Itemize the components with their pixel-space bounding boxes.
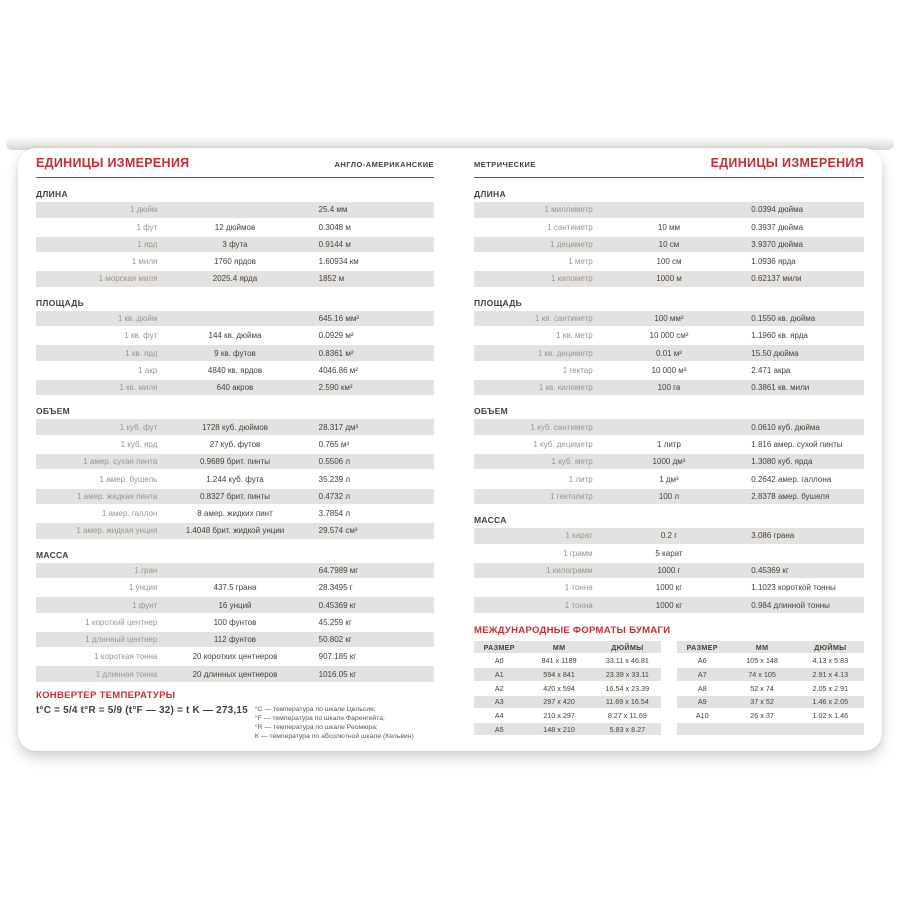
table-row (36, 437, 434, 453)
unit-name: 1 фут (136, 222, 158, 232)
converted-value: 3.7854 л (318, 509, 350, 519)
unit-equivalent: 16 унций (218, 600, 252, 610)
paper-mm: 594 x 841 (543, 669, 575, 679)
unit-equivalent: 1000 г (657, 565, 681, 575)
temperature-heading: КОНВЕРТЕР ТЕМПЕРАТУРЫ (36, 689, 176, 701)
unit-name: 1 короткий центнер (85, 617, 158, 627)
converted-value: 2.471 акра (751, 365, 791, 375)
unit-section (474, 299, 864, 396)
converted-value: 28.317 дм³ (318, 422, 359, 432)
unit-equivalent: 0.9689 брит. пинты (199, 457, 270, 467)
converted-value: 0.984 длинной тонны (751, 600, 830, 610)
page-subtitle: АНГЛО-АМЕРИКАНСКИЕ (334, 160, 434, 169)
converted-value: 0.765 м³ (318, 439, 350, 449)
table-row (474, 563, 864, 579)
paper-inches: 8.27 x 11.69 (607, 710, 647, 720)
unit-section (474, 516, 864, 613)
planner-spread (18, 148, 882, 751)
unit-name: 1 короткая тонна (94, 652, 158, 662)
paper-size: A0 (494, 656, 504, 666)
paper-size: A4 (494, 710, 504, 720)
table-row (474, 419, 864, 435)
table-row (36, 271, 434, 287)
converted-value: 35.239 л (318, 474, 350, 484)
unit-name: 1 гран (134, 565, 158, 575)
unit-equivalent: 100 см (656, 257, 682, 267)
note-line: °C — температура по шкале Цельсия; (254, 705, 376, 713)
converted-value: 0.0929 м² (318, 331, 354, 341)
unit-equivalent: 437.5 грана (213, 583, 257, 593)
unit-name: 1 кв. дюйм (117, 313, 158, 323)
converted-value: 25.4 мм (318, 205, 348, 215)
paper-row (474, 723, 661, 736)
paper-table-a0-a5 (474, 641, 661, 737)
converted-value: 0.45369 кг (751, 565, 789, 575)
unit-equivalent: 1000 кг (655, 583, 683, 593)
paper-size: A10 (695, 710, 709, 720)
column-header-mm: ММ (755, 642, 769, 652)
unit-equivalent: 1 дм³ (659, 474, 679, 484)
unit-equivalent: 10 см (658, 239, 680, 249)
unit-name: 1 куб. метр (551, 457, 593, 467)
paper-row (677, 723, 864, 736)
unit-name: 1 кв. километр (538, 383, 593, 393)
right-page (450, 148, 882, 751)
table-row (36, 632, 434, 648)
left-page-header (36, 154, 434, 178)
converted-value: 29.574 см³ (318, 526, 358, 536)
unit-name: 1 кв. дециметр (537, 348, 593, 358)
paper-header-row (677, 641, 864, 654)
section-heading: МАССА (36, 549, 69, 560)
converted-value: 45.259 кг (318, 617, 352, 627)
unit-equivalent: 100 мм² (654, 313, 684, 323)
unit-name: 1 морская миля (98, 274, 158, 284)
column-header-size: РАЗМЕР (686, 642, 718, 652)
unit-equivalent: 1728 куб. дюймов (201, 422, 269, 432)
table-row (36, 202, 434, 218)
paper-formats (474, 625, 864, 737)
paper-mm: 420 x 594 (543, 683, 575, 693)
unit-name: 1 кв. сантиметр (535, 313, 593, 323)
paper-size: A7 (697, 669, 707, 679)
paper-inches: 4.13 x 5.83 (812, 656, 849, 666)
converted-value: 0.3048 м (318, 222, 351, 232)
converted-value: 28.3495 г (318, 583, 353, 593)
table-row (36, 311, 434, 327)
unit-name: 1 кв. миля (119, 383, 158, 393)
unit-name: 1 длинная тонна (95, 669, 158, 679)
table-row (474, 528, 864, 544)
converted-value: 0.9144 м (318, 239, 351, 249)
table-row (36, 666, 434, 682)
converted-value: 645.16 мм² (318, 313, 359, 323)
section-heading: ПЛОЩАДЬ (36, 297, 85, 308)
note-line: К — температура по абсолютной шкале (Кельвин) (254, 733, 414, 741)
unit-section (36, 407, 434, 538)
unit-equivalent: 10 000 см² (649, 331, 689, 341)
unit-name: 1 дециметр (550, 239, 593, 249)
paper-inches: 2.91 x 4.13 (812, 669, 849, 679)
converted-value: 3.086 грана (751, 531, 795, 541)
unit-equivalent: 1760 ярдов (213, 257, 256, 267)
unit-name: 1 амер. бушель (99, 474, 158, 484)
paper-inches: 11.69 x 16.54 (605, 697, 649, 707)
converted-value: 1.1960 кв. ярда (751, 331, 808, 341)
paper-row (474, 682, 661, 695)
converted-value: 0.0610 куб. дюйма (751, 422, 820, 432)
unit-section (36, 551, 434, 682)
table-row (474, 311, 864, 327)
unit-name: 1 куб. сантиметр (530, 422, 593, 432)
table-row (474, 454, 864, 470)
paper-mm: 52 x 74 (750, 683, 774, 693)
paper-formats-heading: МЕЖДУНАРОДНЫЕ ФОРМАТЫ БУМАГИ (474, 624, 671, 636)
paper-inches: 33.11 x 46.81 (605, 656, 649, 666)
paper-mm: 297 x 420 (543, 697, 575, 707)
unit-sections-left (36, 190, 434, 682)
paper-size: A5 (494, 724, 504, 734)
table-row (36, 523, 434, 539)
note-line: °F — температура по шкале Фаренгейта; (254, 715, 385, 723)
temperature-formula: t°C = 5/4 t°R = 5/9 (t°F — 32) = t K — 273,15 (36, 704, 248, 716)
section-heading: ДЛИНА (36, 189, 68, 199)
table-row (36, 328, 434, 344)
converted-value: 0.45369 кг (318, 600, 357, 610)
unit-sections-right (474, 190, 864, 613)
table-row (474, 363, 864, 379)
converted-value: 0.0394 дюйма (751, 205, 804, 215)
table-row (36, 615, 434, 631)
unit-name: 1 миллиметр (544, 205, 593, 215)
converted-value: 1.60934 км (318, 257, 359, 267)
unit-equivalent: 1 литр (657, 439, 681, 449)
unit-equivalent: 0.2 г (660, 531, 678, 541)
unit-name: 1 дюйм (130, 205, 158, 215)
column-header-inches: ДЮЙМЫ (611, 642, 644, 652)
section-heading: ПЛОЩАДЬ (474, 297, 523, 308)
unit-name: 1 тонна (564, 583, 593, 593)
unit-name: 1 акр (138, 365, 158, 375)
paper-size: A2 (494, 683, 504, 693)
table-row (474, 380, 864, 396)
paper-size: A8 (697, 683, 707, 693)
paper-size: A9 (697, 697, 707, 707)
table-row (36, 471, 434, 487)
unit-name: 1 амер. сухая пинта (83, 457, 158, 467)
unit-name: 1 куб. ярд (120, 439, 158, 449)
paper-row (677, 668, 864, 681)
paper-mm: 210 x 297 (543, 710, 575, 720)
unit-equivalent: 20 коротких центнеров (192, 652, 278, 662)
paper-mm: 37 x 52 (750, 697, 774, 707)
table-row (36, 506, 434, 522)
converted-value: 1852 м (318, 274, 345, 284)
table-row (474, 437, 864, 453)
table-row (36, 580, 434, 596)
unit-section (36, 299, 434, 396)
table-row (474, 597, 864, 613)
unit-name: 1 кв. фут (124, 331, 158, 341)
table-row (36, 363, 434, 379)
unit-equivalent: 20 длинных центнеров (192, 669, 278, 679)
unit-equivalent: 100 фунтов (213, 617, 257, 627)
paper-row (677, 682, 864, 695)
paper-row (677, 709, 864, 722)
temperature-notes (255, 705, 434, 742)
unit-section (474, 407, 864, 504)
paper-row (474, 709, 661, 722)
paper-size: A1 (494, 669, 504, 679)
converted-value: 2.590 км² (318, 383, 353, 393)
table-row (36, 219, 434, 235)
paper-mm: 105 x 148 (746, 656, 778, 666)
unit-name: 1 амер. жидкая пинта (76, 491, 158, 501)
paper-mm: 74 x 105 (748, 669, 776, 679)
note-line: °R — температура по шкале Реомюра; (254, 724, 378, 732)
paper-row (474, 668, 661, 681)
unit-equivalent: 3 фута (222, 239, 248, 249)
table-row (36, 563, 434, 579)
unit-equivalent: 100 га (657, 383, 681, 393)
unit-equivalent: 100 л (658, 491, 680, 501)
table-row (474, 271, 864, 287)
paper-mm: 26 x 37 (750, 710, 774, 720)
paper-row (677, 654, 864, 667)
unit-equivalent: 10 мм (657, 222, 681, 232)
paper-row (474, 654, 661, 667)
unit-equivalent: 9 кв. футов (214, 348, 256, 358)
converted-value: 907.185 кг (318, 652, 357, 662)
unit-equivalent: 1000 м (656, 274, 682, 284)
paper-mm: 841 x 1189 (541, 656, 577, 666)
table-row (36, 345, 434, 361)
paper-header-row (474, 641, 661, 654)
unit-name: 1 грамм (563, 548, 593, 558)
converted-value: 0.5506 л (318, 457, 350, 467)
converted-value: 1.0936 ярда (751, 257, 796, 267)
right-page-header (474, 154, 864, 178)
section-heading: ДЛИНА (474, 189, 506, 199)
converted-value: 1.816 амер. сухой пинты (751, 439, 843, 449)
paper-inches: 1.02 x 1.46 (812, 710, 849, 720)
table-row (474, 545, 864, 561)
table-row (474, 202, 864, 218)
column-header-size: РАЗМЕР (483, 642, 515, 652)
converted-value: 0.62137 мили (751, 274, 802, 284)
temperature-converter (36, 690, 434, 742)
table-row (474, 580, 864, 596)
converted-value: 4046.86 м² (318, 365, 358, 375)
section-heading: ОБЪЕМ (474, 406, 509, 417)
table-row (36, 489, 434, 505)
table-row (36, 597, 434, 613)
unit-name: 1 куб. дециметр (533, 439, 593, 449)
unit-name: 1 гектар (562, 365, 593, 375)
unit-name: 1 фунт (132, 600, 158, 610)
unit-name: 1 карат (565, 531, 593, 541)
paper-inches: 5.83 x 8.27 (609, 724, 646, 734)
unit-equivalent: 144 кв. дюйма (208, 331, 262, 341)
unit-equivalent: 4840 кв. ярдов (207, 365, 263, 375)
unit-name: 1 кв. ярд (125, 348, 158, 358)
paper-size: A3 (494, 697, 504, 707)
column-header-mm: ММ (552, 642, 566, 652)
page-title: ЕДИНИЦЫ ИЗМЕРЕНИЯ (710, 156, 864, 170)
table-row (474, 471, 864, 487)
unit-name: 1 куб. фут (119, 422, 158, 432)
table-row (474, 489, 864, 505)
converted-value: 0.3861 кв. мили (751, 383, 810, 393)
section-heading: ОБЪЕМ (36, 406, 71, 417)
temperature-body (36, 705, 434, 742)
paper-inches: 16.54 x 23.39 (605, 683, 650, 693)
unit-section (36, 190, 434, 287)
unit-name: 1 литр (568, 474, 593, 484)
unit-name: 1 сантиметр (547, 222, 593, 232)
converted-value: 0.1550 кв. дюйма (751, 313, 816, 323)
paper-inches: 2.05 x 2.91 (812, 683, 849, 693)
converted-value: 2.8378 амер. бушеля (751, 491, 830, 501)
converted-value: 0.8361 м² (318, 348, 354, 358)
converted-value: 1.1023 короткой тонны (751, 583, 836, 593)
paper-tables (474, 641, 864, 737)
unit-equivalent: 12 дюймов (214, 222, 256, 232)
unit-name: 1 миля (131, 257, 158, 267)
table-row (474, 237, 864, 253)
unit-equivalent: 8 амер. жидких пинт (197, 509, 273, 519)
unit-name: 1 метр (568, 257, 593, 267)
unit-name: 1 гектолитр (550, 491, 593, 501)
converted-value: 0.2642 амер. галлона (751, 474, 832, 484)
unit-name: 1 килограмм (546, 565, 593, 575)
converted-value: 0.4732 л (318, 491, 350, 501)
table-row (474, 328, 864, 344)
paper-table-a6-a10 (677, 641, 864, 737)
paper-mm: 148 x 210 (543, 724, 575, 734)
unit-equivalent: 10 000 м² (651, 365, 687, 375)
converted-value: 1016.05 кг (318, 669, 357, 679)
table-row (36, 419, 434, 435)
page-title: ЕДИНИЦЫ ИЗМЕРЕНИЯ (36, 156, 190, 170)
unit-name: 1 амер. галлон (101, 509, 158, 519)
table-row (474, 219, 864, 235)
unit-equivalent: 0.01 м² (656, 348, 682, 358)
table-row (36, 649, 434, 665)
unit-equivalent: 1000 дм³ (652, 457, 686, 467)
table-row (36, 237, 434, 253)
unit-name: 1 ярд (137, 239, 158, 249)
paper-row (677, 696, 864, 709)
converted-value: 50.802 кг (318, 635, 352, 645)
unit-equivalent: 1000 кг (655, 600, 683, 610)
unit-name: 1 километр (551, 274, 593, 284)
unit-name: 1 кв. метр (556, 331, 593, 341)
unit-name: 1 длинный центнер (85, 635, 158, 645)
column-header-inches: ДЮЙМЫ (814, 642, 847, 652)
converted-value: 15.50 дюйма (751, 348, 799, 358)
table-row (36, 454, 434, 470)
converted-value: 0.3937 дюйма (751, 222, 804, 232)
table-row (474, 254, 864, 270)
paper-inches: 1.46 x 2.05 (812, 697, 849, 707)
paper-size: A6 (697, 656, 707, 666)
table-row (36, 380, 434, 396)
unit-section (474, 190, 864, 287)
unit-name: 1 амер. жидкая унция (76, 526, 158, 536)
unit-equivalent: 5 карат (655, 548, 683, 558)
table-row (36, 254, 434, 270)
section-heading: МАССА (474, 515, 507, 526)
unit-equivalent: 1.4048 брит. жидкой унции (185, 526, 285, 536)
unit-name: 1 унция (128, 583, 158, 593)
converted-value: 3.9370 дюйма (751, 239, 804, 249)
page-subtitle: МЕТРИЧЕСКИЕ (474, 160, 536, 169)
table-row (474, 345, 864, 361)
unit-equivalent: 2025.4 ярда (212, 274, 258, 284)
converted-value: 64.7989 мг (318, 565, 359, 575)
converted-value: 1.3080 куб. ярда (751, 457, 813, 467)
unit-equivalent: 27 куб. футов (209, 439, 261, 449)
unit-equivalent: 1.244 куб. фута (206, 474, 264, 484)
unit-equivalent: 640 акров (216, 383, 254, 393)
unit-equivalent: 0.8327 брит. пинты (199, 491, 270, 501)
left-page (18, 148, 450, 751)
unit-name: 1 тонна (564, 600, 593, 610)
unit-equivalent: 112 фунтов (213, 635, 257, 645)
paper-row (474, 696, 661, 709)
paper-inches: 23.39 x 33.11 (605, 669, 649, 679)
